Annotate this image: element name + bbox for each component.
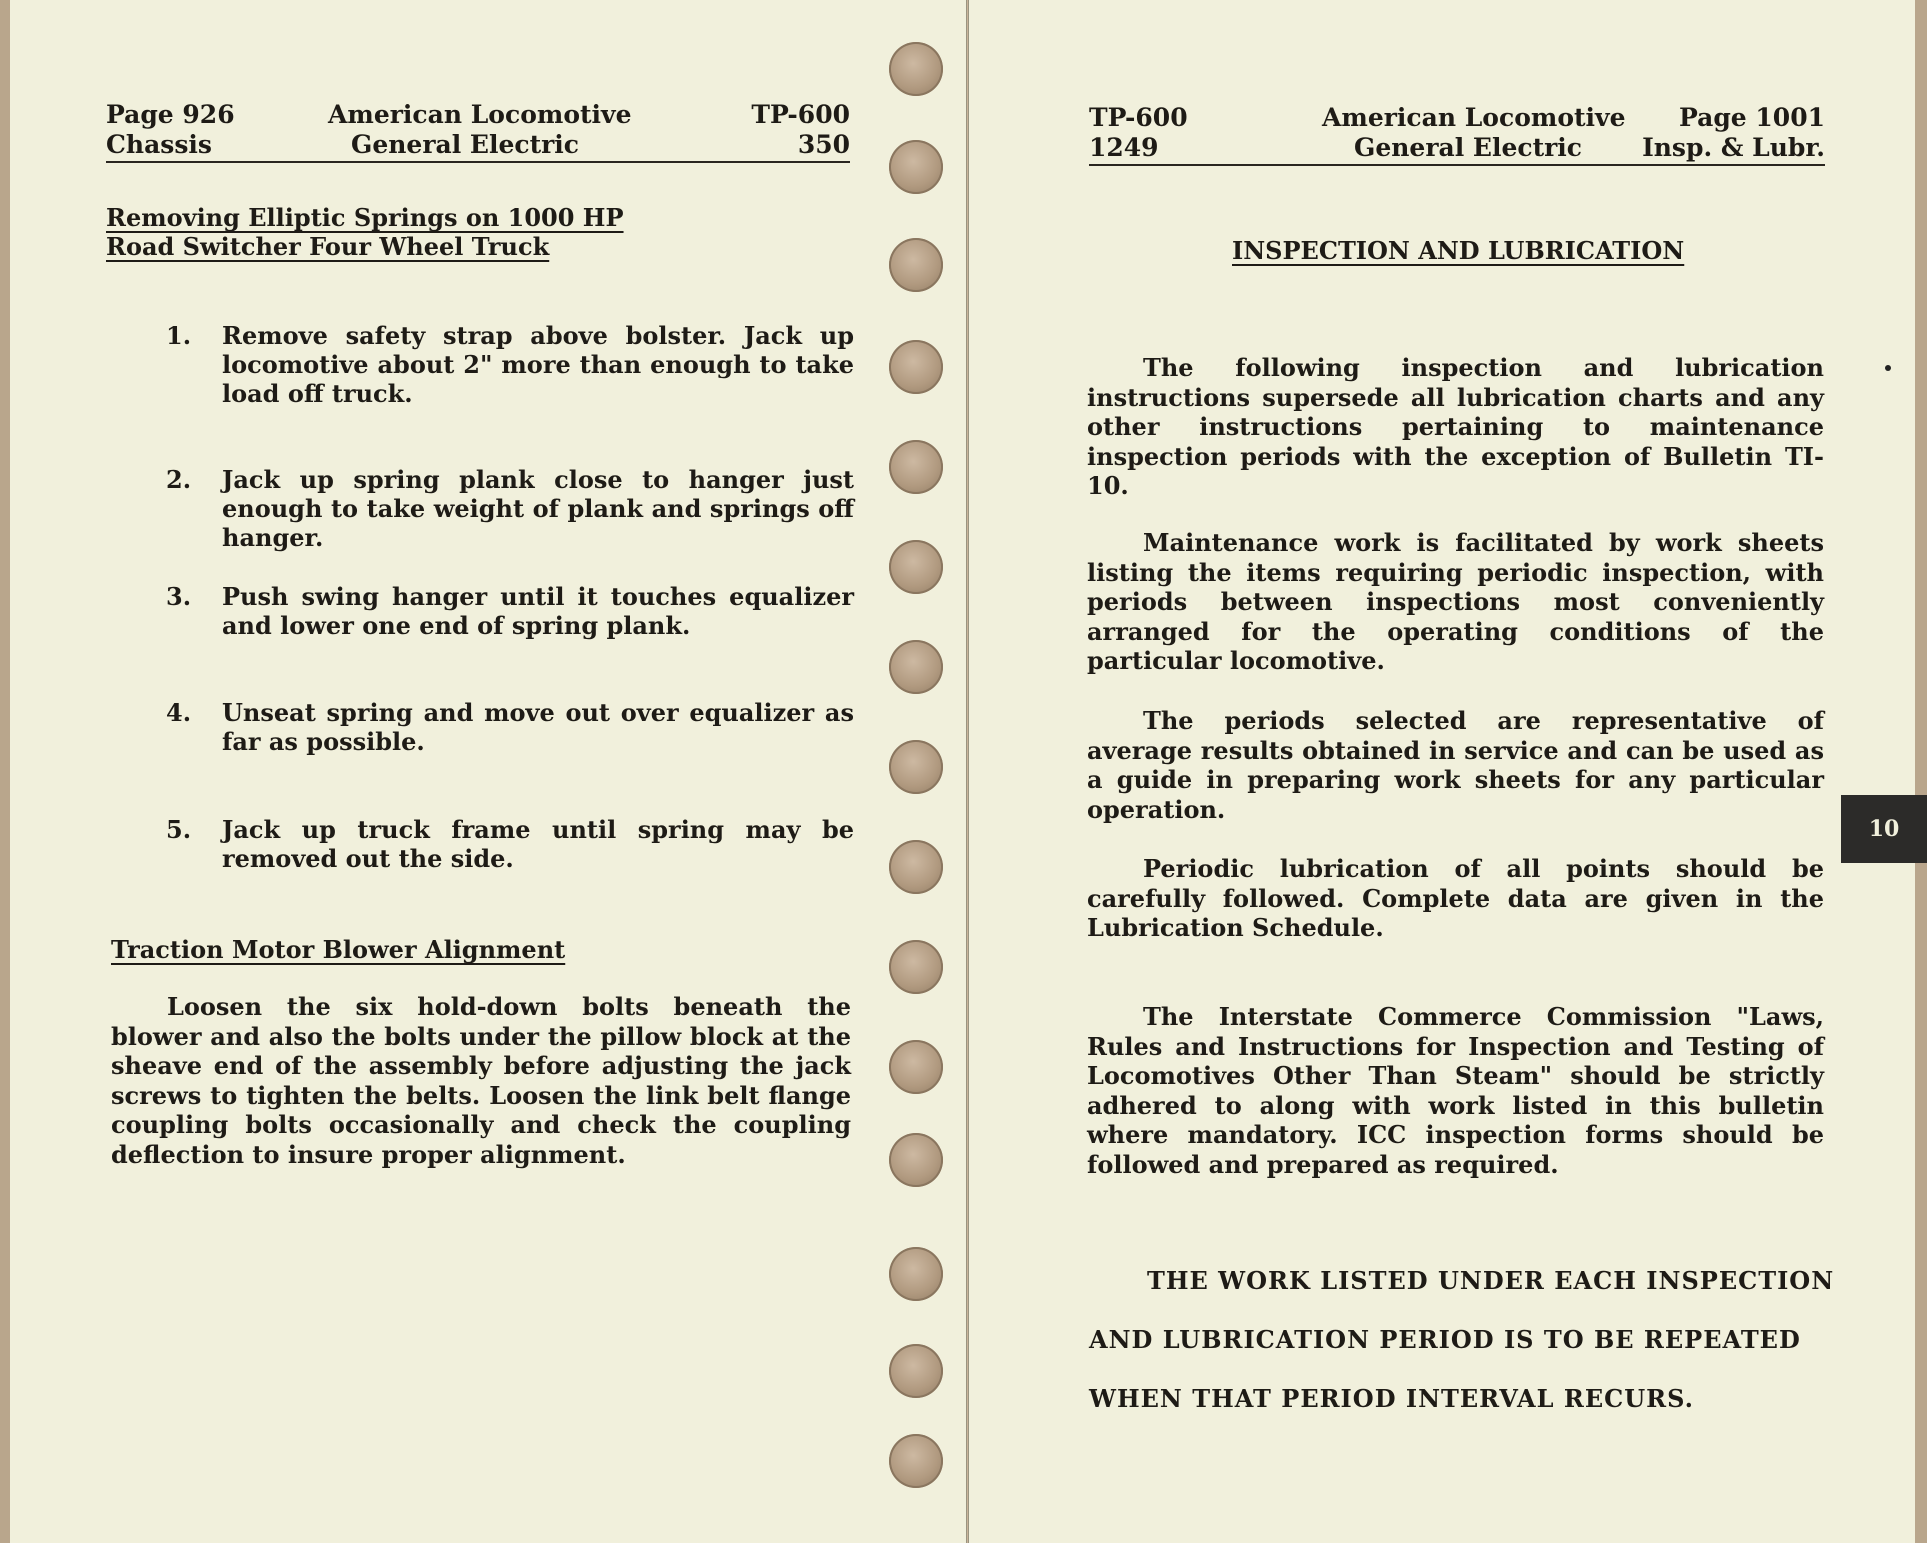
paragraph-periods: The periods selected are representative of average results obtained in service and can be used as a guide in preparing work sheets for any particular operation.	[1087, 706, 1824, 824]
binder-hole	[889, 1247, 943, 1301]
left-page-label: Page 926	[106, 100, 235, 129]
repeat-notice-line2: AND LUBRICATION PERIOD IS TO BE REPEATED	[1089, 1325, 1801, 1354]
right-number: 1249	[1089, 133, 1159, 162]
binder-hole	[889, 540, 943, 594]
paragraph-work-sheets: Maintenance work is facilitated by work sheets listing the items requiring periodic inspection, with periods between inspections most conveniently arranged for the operating conditions of the particular locomotive.	[1087, 528, 1824, 675]
binder-hole	[889, 840, 943, 894]
repeat-notice-line3: WHEN THAT PERIOD INTERVAL RECURS.	[1089, 1384, 1694, 1413]
left-code: TP-600	[751, 100, 850, 129]
section-tab[interactable]: 10	[1841, 795, 1927, 863]
step-number: 2.	[166, 465, 192, 494]
left-page-header	[106, 100, 850, 162]
step-number: 5.	[166, 815, 192, 844]
right-page	[968, 0, 1915, 1543]
binder-hole	[889, 740, 943, 794]
springs-heading-line2: Road Switcher Four Wheel Truck	[106, 232, 550, 261]
step-text: Jack up truck frame until spring may be removed out the side.	[222, 815, 854, 873]
binder-hole	[889, 238, 943, 292]
left-page	[10, 0, 967, 1543]
left-section-label: Chassis	[106, 130, 212, 159]
binder-hole	[889, 1434, 943, 1488]
right-code: TP-600	[1089, 103, 1188, 132]
page-mark	[1885, 365, 1891, 371]
step-number: 3.	[166, 582, 192, 611]
step-text: Unseat spring and move out over equalizer as far as possible.	[222, 698, 854, 756]
springs-heading-line1: Removing Elliptic Springs on 1000 HP	[106, 203, 624, 232]
binder-hole	[889, 640, 943, 694]
inspection-title: INSPECTION AND LUBRICATION	[1232, 236, 1685, 265]
right-company-line2: General Electric	[1354, 133, 1583, 162]
right-page-label: Page 1001	[1679, 103, 1825, 132]
left-company-line1: American Locomotive	[328, 100, 632, 129]
paragraph-lubrication: Periodic lubrication of all points should be carefully followed. Complete data are given in the Lubrication Schedule.	[1087, 854, 1824, 942]
paragraph-icc: The Interstate Commerce Commission "Laws, Rules and Instructions for Inspection and Testing of Locomotives Other Than Steam" should be strictly adhered to along with work listed in this bulletin where mandatory. ICC inspection forms should be followed and prepared as required.	[1087, 1002, 1824, 1179]
paragraph-intro: The following inspection and lubrication instructions supersede all lubrication charts and any other instructions pertaining to maintenance inspection periods with the exception of Bulletin TI-10.	[1087, 353, 1824, 500]
step-text: Jack up spring plank close to hanger just enough to take weight of plank and springs off hanger.	[222, 465, 854, 552]
binder-hole	[889, 1133, 943, 1187]
step-number: 4.	[166, 698, 192, 727]
step-text: Remove safety strap above bolster. Jack up locomotive about 2" more than enough to take load off truck.	[222, 321, 854, 408]
binder-hole	[889, 940, 943, 994]
binder-hole	[889, 1040, 943, 1094]
step-text: Push swing hanger until it touches equalizer and lower one end of spring plank.	[222, 582, 854, 640]
left-company-line2: General Electric	[351, 130, 580, 159]
right-section-label: Insp. & Lubr.	[1642, 133, 1825, 162]
binder-hole	[889, 340, 943, 394]
right-edge	[1913, 0, 1927, 1543]
binder-hole	[889, 140, 943, 194]
binder-hole	[889, 1344, 943, 1398]
right-company-line1: American Locomotive	[1322, 103, 1626, 132]
left-header-rule	[106, 161, 850, 163]
right-header-rule	[1089, 164, 1825, 166]
binder-hole	[889, 440, 943, 494]
left-number: 350	[797, 130, 850, 159]
blower-heading: Traction Motor Blower Alignment	[111, 935, 566, 964]
step-number: 1.	[166, 321, 192, 350]
right-page-header	[1089, 103, 1825, 165]
repeat-notice-line1: THE WORK LISTED UNDER EACH INSPECTION	[1147, 1266, 1835, 1295]
blower-paragraph: Loosen the six hold-down bolts beneath the blower and also the bolts under the pillow block at the sheave end of the assembly before adjusting the jack screws to tighten the belts. Loosen the link belt flange coupling bolts occasionally and check the coupling deflection to insure proper alignment.	[111, 992, 851, 1169]
binder-hole	[889, 42, 943, 96]
